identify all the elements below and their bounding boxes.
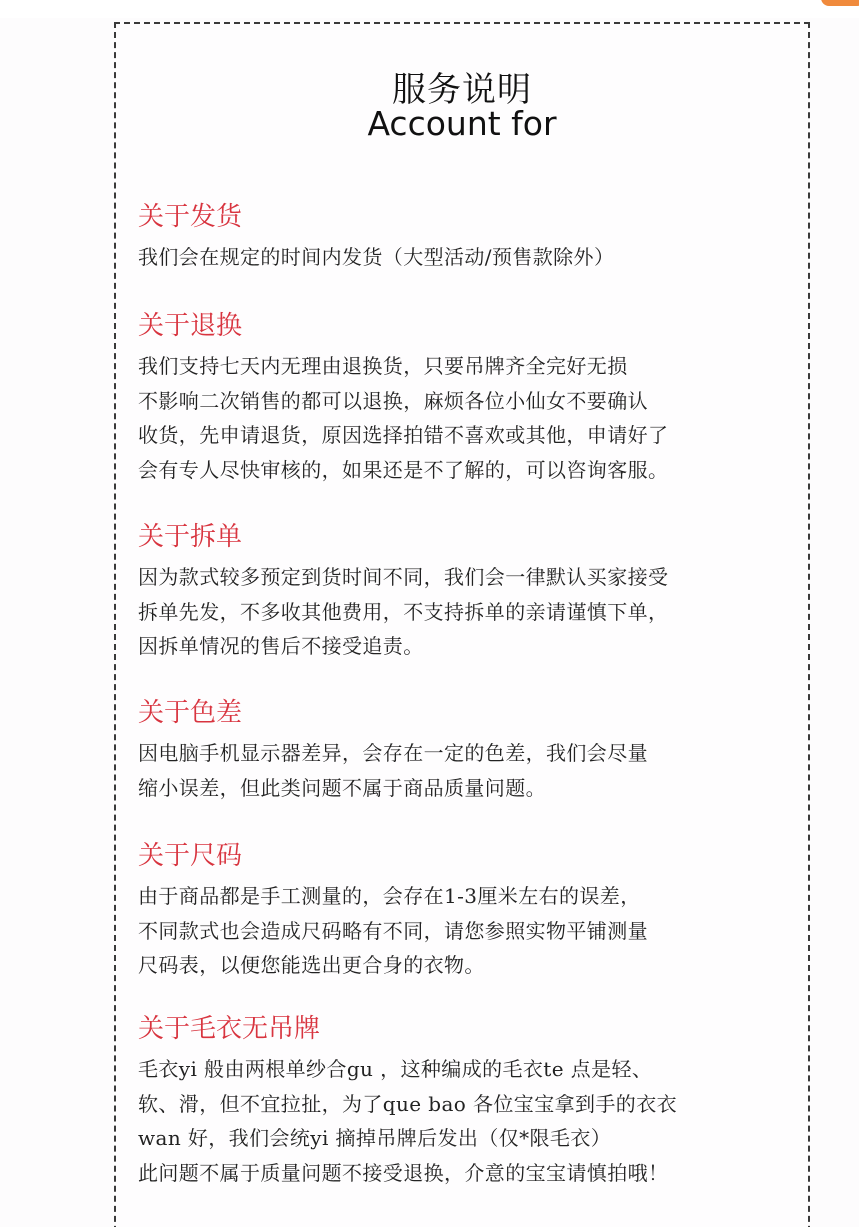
body-line: 因电脑手机显示器差异，会存在一定的色差，我们会尽量 [138, 741, 648, 765]
title-chinese: 服务说明 [392, 70, 532, 110]
body-line: 不影响二次销售的都可以退换，麻烦各位小仙女不要确认 [138, 388, 648, 413]
body-line: 因为款式较多预定到货时间不同，我们会一律默认买家接受 [138, 565, 669, 589]
section-returns [138, 309, 798, 487]
body-line: 尺码表，以便您能选出更合身的衣物。 [138, 953, 485, 977]
body-line: 毛衣yi 般由两根单纱合gu ，这种编成的毛衣te 点是轻、 [138, 1057, 653, 1081]
section-split-orders [138, 520, 798, 664]
section-body [138, 1052, 798, 1190]
body-line: 因拆单情况的售后不接受追责。 [138, 634, 424, 658]
body-line: 缩小误差，但此类问题不属于商品质量问题。 [138, 775, 546, 800]
section-sizing [138, 839, 798, 983]
body-line: 软、滑，但不宜拉扯，为了que bao 各位宝宝拿到手的衣衣 [138, 1091, 678, 1116]
body-line: 收货，先申请退货，原因选择拍错不喜欢或其他，申请好了 [138, 423, 669, 447]
body-line: 不同款式也会造成尺码略有不同，请您参照实物平铺测量 [138, 918, 648, 943]
body-line: 会有专人尽快审核的，如果还是不了解的，可以咨询客服。 [138, 457, 669, 482]
body-line: 拆单先发，不多收其他费用，不支持拆单的亲请谨慎下单， [138, 599, 669, 624]
section-heading: 关于发货 [138, 202, 243, 232]
body-line: 由于商品都是手工测量的，会存在1-3厘米左右的误差， [138, 884, 641, 908]
section-heading: 关于拆单 [138, 522, 243, 552]
body-line: wan 好，我们会统yi 摘掉吊牌后发出（仅*限毛衣） [138, 1126, 612, 1150]
corner-accent [821, 0, 859, 6]
body-line: 我们会在规定的时间内发货（大型活动/预售款除外） [138, 245, 615, 269]
section-heading: 关于毛衣无吊牌 [138, 1014, 321, 1044]
body-line: 我们支持七天内无理由退换货，只要吊牌齐全完好无损 [138, 354, 628, 378]
section-body [138, 349, 798, 487]
section-body [138, 560, 798, 664]
section-body [138, 736, 798, 805]
section-body [138, 879, 798, 983]
body-line: 此问题不属于质量问题不接受退换，介意的宝宝请慎拍哦！ [138, 1160, 669, 1185]
section-shipping [138, 200, 798, 275]
section-heading: 关于色差 [138, 698, 243, 728]
top-strip [0, 0, 859, 18]
section-body [138, 240, 798, 275]
section-sweater-tags [138, 1012, 798, 1190]
section-heading: 关于退换 [138, 311, 243, 341]
title-english: Account for [367, 104, 557, 143]
section-color-difference [138, 696, 798, 805]
section-heading: 关于尺码 [138, 841, 243, 871]
service-notice-card [114, 22, 810, 1227]
